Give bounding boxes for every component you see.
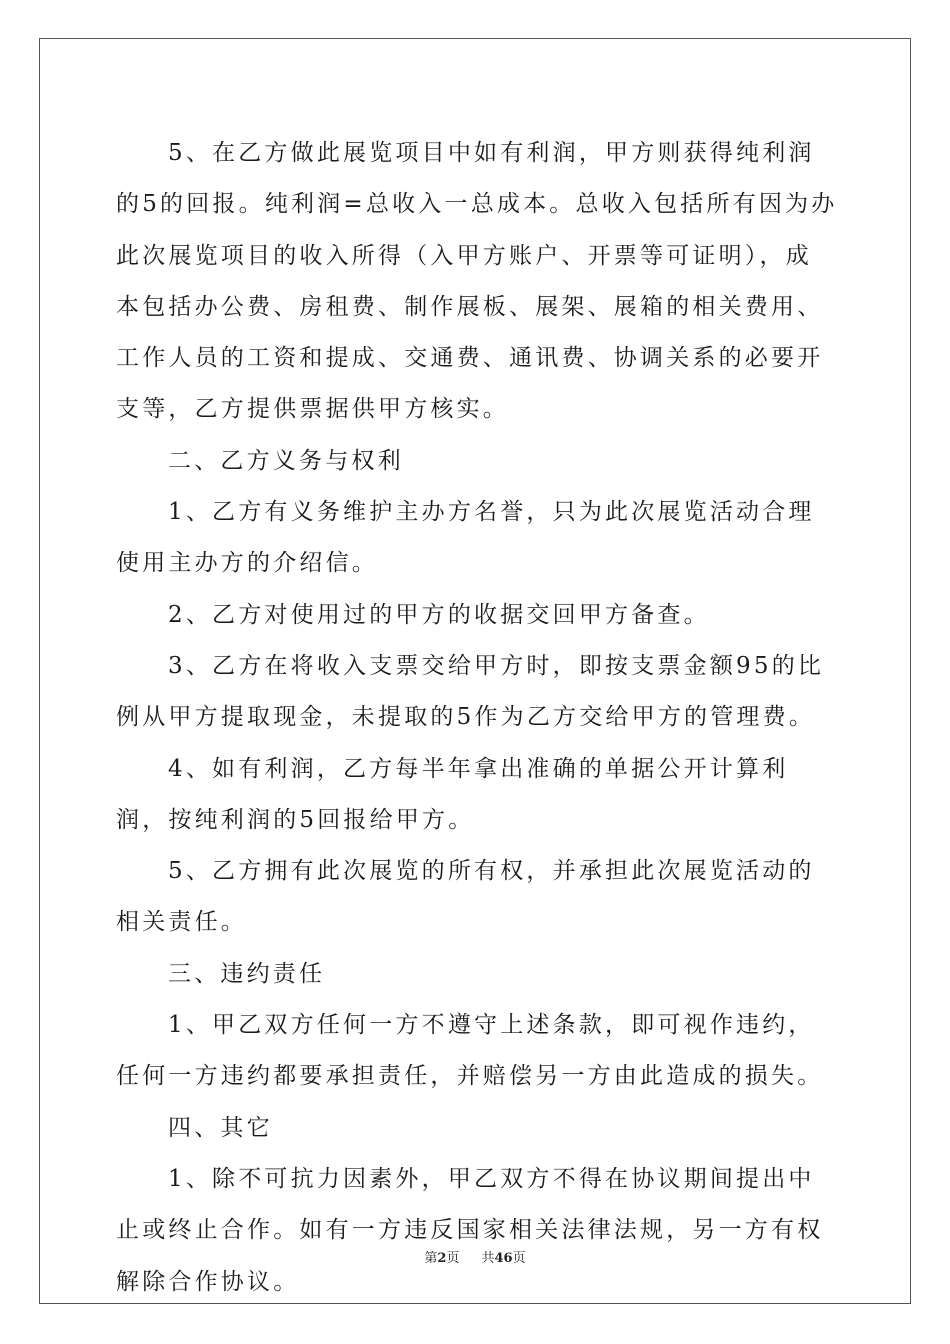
total-page-count: 46 (494, 1251, 513, 1266)
page-suffix: 页 (446, 1251, 460, 1266)
paragraph: 2、乙方对使用过的甲方的收据交回甲方备查。 (168, 601, 710, 628)
section-heading: 二、乙方义务与权利 (168, 447, 404, 474)
current-page-number: 2 (437, 1251, 447, 1266)
section-heading: 四、其它 (168, 1114, 273, 1141)
paragraph: 3、乙方在将收入支票交给甲方时，即按支票金额95的比例从甲方提取现金，未提取的5作为乙方交给甲方的管理费。 (116, 652, 825, 731)
page-footer (0, 1247, 950, 1266)
paragraph: 5、在乙方做此展览项目中如有利润，甲方则获得纯利润的5的回报。纯利润=总收入一总成本。总收入包括所有因为办此次展览项目的收入所得（入甲方账户、开票等可证明），成本包括办公费、房租费、制作展板、展架、展箱的相关费用、工作人员的工资和提成、交通费、通讯费、协调关系的必要开支等，乙方提供票据供甲方核实。 (116, 140, 838, 423)
section-heading: 三、违约责任 (168, 960, 326, 987)
total-suffix: 页 (512, 1251, 526, 1266)
total-prefix: 共 (481, 1251, 495, 1266)
paragraph: 1、甲乙双方任何一方不遵守上述条款，即可视作违约，任何一方违约都要承担责任，并赔偿另一方由此造成的损失。 (116, 1012, 824, 1090)
paragraph: 5、乙方拥有此次展览的所有权，并承担此次展览活动的相关责任。 (116, 858, 815, 936)
paragraph: 4、如有利润，乙方每半年拿出准确的单据公开计算利润，按纯利润的5回报给甲方。 (116, 755, 789, 833)
paragraph: 1、除不可抗力因素外，甲乙双方不得在协议期间提出中止或终止合作。如有一方违反国家相关法律法规，另一方有权解除合作协议。 (116, 1165, 824, 1295)
document-body (116, 128, 838, 1308)
paragraph: 1、乙方有义务维护主办方名誉，只为此次展览活动合理使用主办方的介绍信。 (116, 499, 815, 577)
page-prefix: 第 (424, 1251, 438, 1266)
